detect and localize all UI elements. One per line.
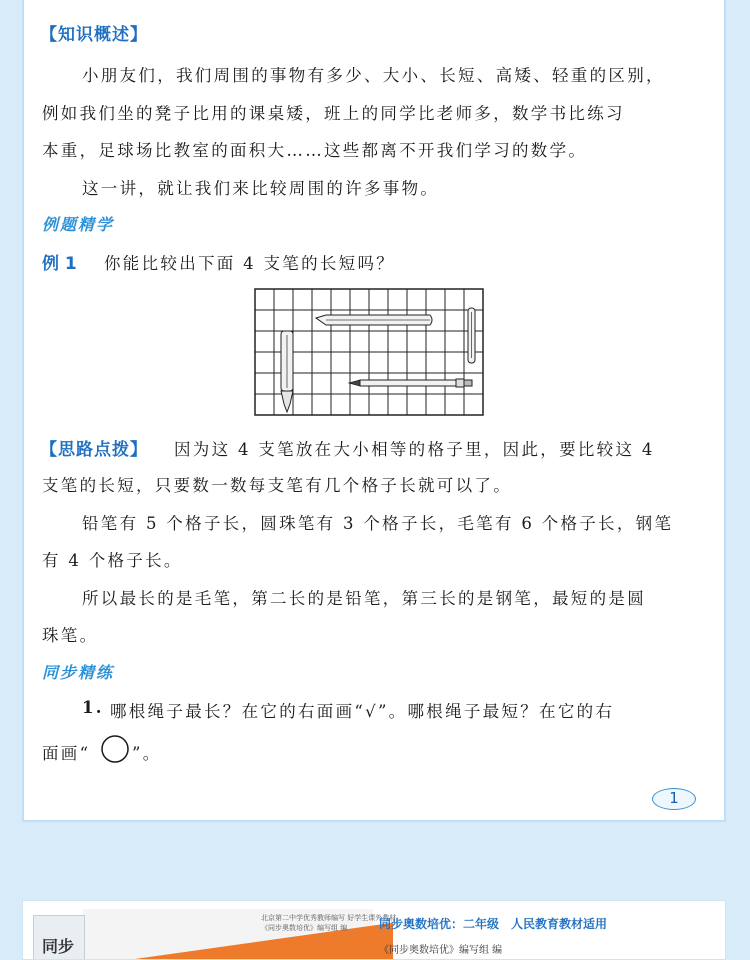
circle-icon: [99, 734, 131, 764]
hint-line: 支笔的长短，只要数一数每支笔有几个格子长就可以了。: [42, 476, 512, 495]
question-1-line: 哪根绳子最长？在它的右面画“√”。哪根绳子最短？在它的右: [110, 702, 615, 721]
book-cover-small-text: 《同步奥数培优》编写组 编: [261, 924, 348, 932]
question-1-line-a: 面画“: [42, 744, 91, 763]
ballpoint-pen-icon: [468, 308, 475, 363]
knowledge-overview-heading: 【知识概述】: [40, 25, 148, 45]
practice-heading: 同步精练: [42, 663, 115, 682]
question-1-line-b: ”。: [132, 744, 162, 763]
knowledge-paragraph-line: 小朋友们，我们周围的事物有多少、大小、长短、高矮、轻重的区别，: [82, 66, 665, 85]
textbook-page: [22, 0, 726, 822]
example-1-question: 你能比较出下面 4 支笔的长短吗？: [104, 254, 396, 273]
fountain-pen-icon: [281, 331, 293, 412]
knowledge-paragraph-2: 这一讲，就让我们来比较周围的许多事物。: [82, 179, 440, 198]
book-ad-title: 同步奥数培优：二年级 人民教育教材适用: [379, 917, 608, 931]
hint-line: 珠笔。: [42, 626, 99, 645]
example-1-label: 例 1: [42, 254, 77, 274]
hint-line: 所以最长的是毛笔，第二长的是铅笔，第三长的是钢笔，最短的是圆: [82, 589, 646, 608]
book-ad-strip: [22, 900, 726, 960]
knowledge-paragraph-line: 本重，足球场比教室的面积大……这些都离不开我们学习的数学。: [42, 141, 588, 160]
hint-line: 有 4 个格子长。: [42, 551, 183, 570]
hint-line: 铅笔有 5 个格子长，圆珠笔有 3 个格子长，毛笔有 6 个格子长，钢笔: [82, 514, 674, 533]
pencil-icon: [349, 379, 472, 387]
page-number-text: 1: [669, 789, 679, 807]
book-spine-text: 同步: [42, 937, 75, 956]
book-ad-subtitle: 《同步奥数培优》编写组 编: [379, 945, 503, 956]
page-number: [652, 788, 698, 812]
knowledge-paragraph-line: 例如我们坐的凳子比用的课桌矮，班上的同学比老师多，数学书比练习: [42, 104, 625, 123]
book-cover-small-text: 北京第二中学优秀教师编写 好学生课外教材: [261, 914, 397, 922]
hint-heading: 【思路点拨】: [40, 440, 148, 460]
examples-heading: 例题精学: [42, 215, 115, 234]
brush-pen-icon: [316, 315, 432, 325]
hint-line: 因为这 4 支笔放在大小相等的格子里，因此，要比较这 4: [174, 440, 655, 459]
pen-grid-figure: [254, 288, 484, 416]
book-spine: [33, 915, 85, 960]
question-1-number: 1.: [82, 698, 104, 717]
